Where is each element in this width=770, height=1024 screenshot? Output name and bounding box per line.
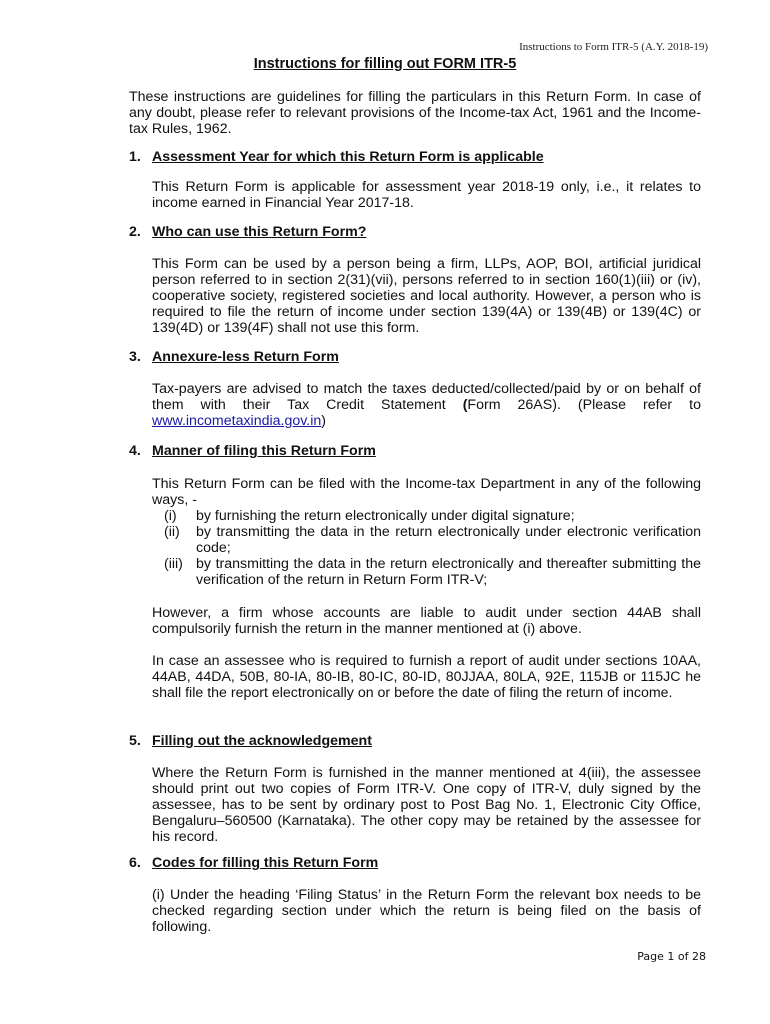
section-1-body: This Return Form is applicable for assessment year 2018-19 only, i.e., it relates to income earned in Financial Year 2017-18.: [152, 179, 701, 211]
list-item: (ii) by transmitting the data in the return electronically under electronic verification code;: [164, 524, 701, 556]
section-1-heading: 1. Assessment Year for which this Return Form is applicable: [129, 149, 544, 165]
section-2-body: This Form can be used by a person being a firm, LLPs, AOP, BOI, artificial juridical person referred to in section 2(31)(vii), persons referred to in section 160(1)(iii) or (iv), cooperative society, registered societies and local authority. However, a person who is required to file the return of income under section 139(4A) or 139(4B) or 139(4C) or 139(4D) or 139(4F) shall not use this form.: [152, 256, 701, 336]
section-4-note-audit-report: In case an assessee who is required to furnish a report of audit under sections 10AA, 44AB, 44DA, 50B, 80-IA, 80-IB, 80-IC, 80-ID, 80JJAA, 80LA, 92E, 115JB or 115JC he shall file the report electronically on or before the date of filing the return of income.: [152, 653, 701, 701]
filing-methods-list: [152, 508, 701, 588]
page-title: Instructions for filling out FORM ITR-5: [253, 56, 517, 72]
section-4-note-audit-firm: However, a firm whose accounts are liable to audit under section 44AB shall compulsorily furnish the return in the manner mentioned at (i) above.: [152, 605, 701, 637]
list-item: (iii) by transmitting the data in the return electronically and thereafter submitting the verification of the return in Return Form ITR-V;: [164, 556, 701, 588]
running-header: Instructions to Form ITR-5 (A.Y. 2018-19): [519, 41, 708, 53]
incometaxindia-link[interactable]: www.incometaxindia.gov.in: [152, 413, 322, 429]
section-2-heading: 2. Who can use this Return Form?: [129, 224, 367, 240]
section-3-body: Tax-payers are advised to match the taxes deducted/collected/paid by or on behalf of them with their Tax Credit Statement (Form 26AS). (Please refer to www.incometaxindia.gov.in): [152, 381, 701, 429]
intro-paragraph: These instructions are guidelines for filling the particulars in this Return Form. In case of any doubt, please refer to relevant provisions of the Income-tax Act, 1961 and the Income-tax Rules, 1962.: [129, 89, 701, 137]
section-5-heading: 5. Filling out the acknowledgement: [129, 733, 372, 749]
section-3-heading: 3. Annexure-less Return Form: [129, 349, 339, 365]
section-6-heading: 6. Codes for filling this Return Form: [129, 855, 379, 871]
section-4-heading: 4. Manner of filing this Return Form: [129, 443, 376, 459]
list-item: (i) by furnishing the return electronically under digital signature;: [164, 508, 575, 524]
section-4-body: This Return Form can be filed with the Income-tax Department in any of the following ways, -: [152, 476, 701, 508]
page-number: Page 1 of 28: [637, 950, 706, 963]
section-6-body: (i) Under the heading ‘Filing Status’ in the Return Form the relevant box needs to be checked regarding section under which the return is being filed on the basis of following.: [152, 887, 701, 935]
section-5-body: Where the Return Form is furnished in the manner mentioned at 4(iii), the assessee should print out two copies of Form ITR-V. One copy of ITR-V, duly signed by the assessee, has to be sent by ordinary post to Post Bag No. 1, Electronic City Office, Bengaluru–560500 (Karnataka). The other copy may be retained by the assessee for his record.: [152, 765, 701, 845]
